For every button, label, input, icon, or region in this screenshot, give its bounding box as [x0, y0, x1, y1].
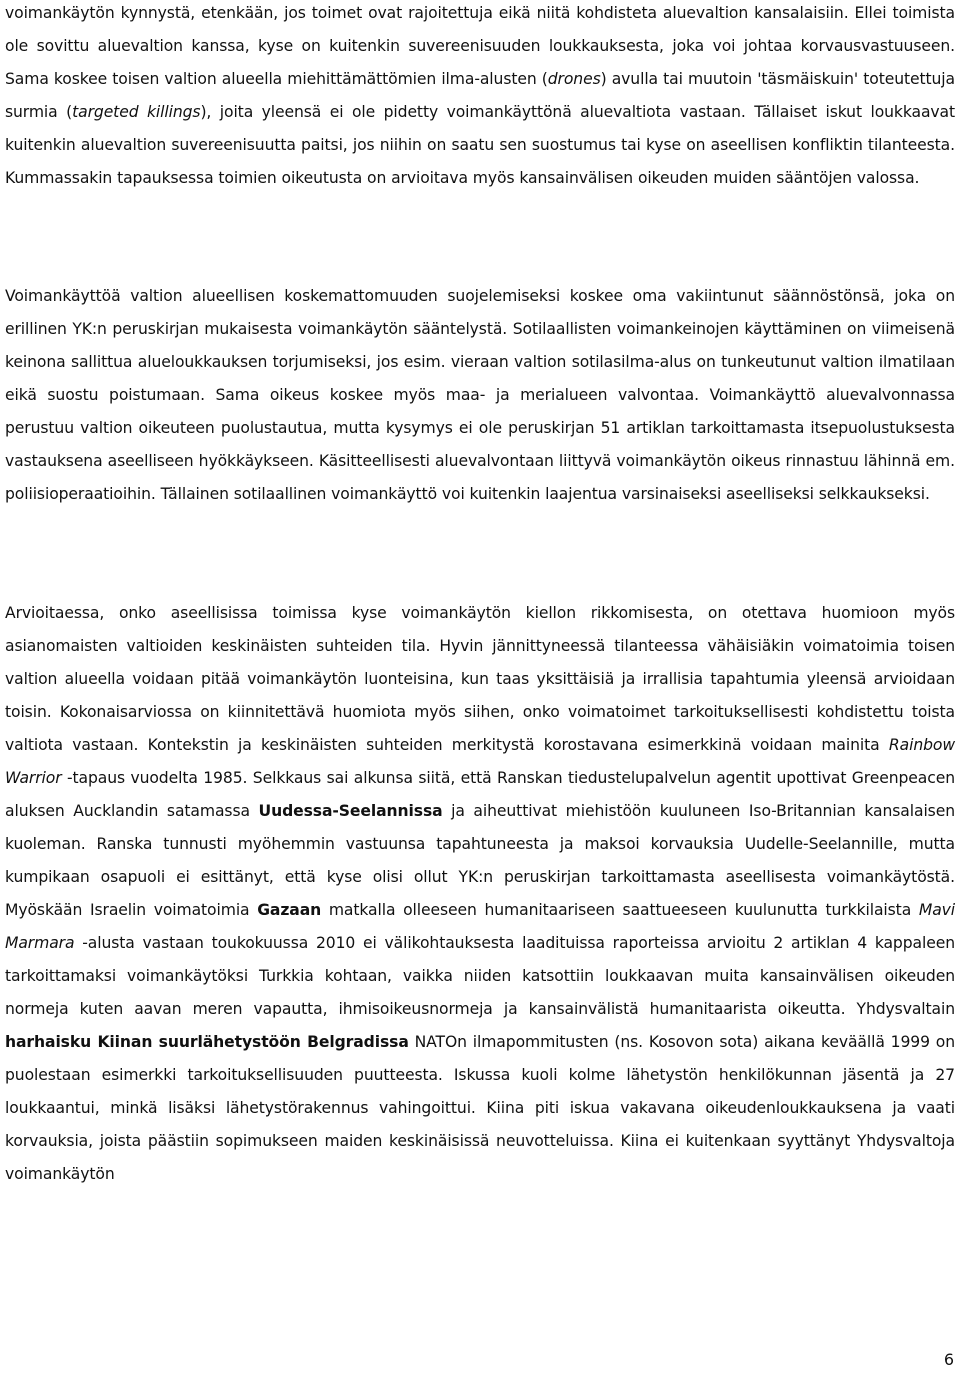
p3-seg-5-bold: Gazaan: [257, 901, 322, 919]
p2-seg-0: Voimankäyttöä valtion alueellisen koskemattomuuden suojelemiseksi koskee oma vakiintunut säännöstönsä, joka on erillinen YK:n peruskirjan mukaisesta voimankäytön sääntelystä. Sotilaallisten voimankeinojen käyttäminen on viimeisenä keinona sallittua alueloukkauksen torjumiseksi, jos esim. vieraan valtion sotilasilma-alus on tunkeutunut valtion ilmatilaan eikä suostu poistumaan. Sama oikeus koskee myös maa- ja merialueen valvontaa. Voimankäyttö aluevalvonnassa perustuu valtion oikeuteen puolustautua, mutta kysymys ei ole peruskirjan 51 artiklan tarkoittamasta itsepuolustuksesta vastauksena aseelliseen hyökkäykseen. Käsitteellisesti aluevalvontaan liittyvä voimankäytön oikeus rinnastuu lähinnä em. poliisioperaatioihin. Tällainen sotilaallinen voimankäyttö voi kuitenkin laajentua varsinaiseksi aseelliseksi selkkaukseksi.: [5, 287, 955, 503]
paragraph-1: [5, 0, 955, 195]
p1-seg-2: ) avulla tai muutoin 'täsmäiskuin' toteutettuja surmia (: [5, 70, 955, 121]
paragraph-2: [5, 280, 955, 511]
p1-seg-0: voimankäytön kynnystä, etenkään, jos toimet ovat rajoitettuja eikä niitä kohdisteta aluevaltion kansalaisiin. Ellei toimista ole sovittu aluevaltion kanssa, kyse on kuitenkin suvereenisuuden loukkauksesta, joka voi johtaa korvausvastuuseen. Sama koskee toisen valtion alueella miehittämättömien ilma-alusten (: [5, 4, 955, 88]
p3-seg-6: matkalla olleeseen humanitaariseen saattueeseen kuulunutta turkkilaista: [321, 901, 919, 919]
p3-seg-9-bold: harhaisku Kiinan suurlähetystöön Belgradissa: [5, 1033, 409, 1051]
p3-seg-2: -tapaus vuodelta 1985. Selkkaus sai alkunsa siitä, että Ranskan tiedustelupalvelun agentit upottivat Greenpeacen aluksen Aucklandin satamassa: [5, 769, 955, 820]
p3-seg-10: NATOn ilmapommitusten (ns. Kosovon sota) aikana keväällä 1999 on puolestaan esimerkki tarkoituksellisuuden puutteesta. Iskussa kuoli kolme lähetystön henkilökunnan jäsentä ja 27 loukkaantui, minkä lisäksi lähetystörakennus vahingoittui. Kiina piti iskua vakavana oikeudenloukkauksena ja vaati korvauksia, joista päästiin sopimukseen maiden keskinäisissä neuvotteluissa. Kiina ei kuitenkaan syyttänyt Yhdysvaltoja voimankäytön: [5, 1033, 955, 1183]
p1-seg-4: ), joita yleensä ei ole pidetty voimankäyttönä aluevaltiota vastaan. Tällaiset iskut loukkaavat kuitenkin aluevaltion suvereenisuutta paitsi, jos niihin on saatu sen suostumus tai kyse on aseellisen konfliktin tilanteesta. Kummassakin tapauksessa toimien oikeutusta on arvioitava myös kansainvälisen oikeuden muiden sääntöjen valossa.: [5, 103, 956, 187]
p3-seg-8: -alusta vastaan toukokuussa 2010 ei välikohtauksesta laadituissa raporteissa arvioitu 2 artiklan 4 kappaleen tarkoittamaksi voimankäytöksi Turkkia kohtaan, vaikka niiden katsottiin loukkaavan muita kansainvälisen oikeuden normeja kuten aavan meren vapautta, ihmisoikeusnormeja ja kansainvälistä humanitaarista oikeutta. Yhdysvaltain: [5, 934, 955, 1018]
p1-seg-1-italic: drones: [547, 70, 601, 88]
p3-seg-1-italic: Rainbow Warrior: [5, 736, 955, 787]
p3-seg-7-italic: Mavi Marmara: [5, 901, 956, 952]
p1-seg-3-italic: targeted killings: [72, 103, 201, 121]
p3-seg-0: Arvioitaessa, onko aseellisissa toimissa kyse voimankäytön kiellon rikkomisesta, on otettava huomioon myös asianomaisten valtioiden keskinäisten suhteiden tila. Hyvin jännittyneessä tilanteessa vähäisiäkin voimatoimia toisen valtion alueella voidaan pitää voimankäytön luonteisina, kun taas yksittäisiä ja irrallisia tapahtumia yleensä arvioidaan toisin. Kokonaisarviossa on kiinnitettävä huomiota myös siihen, onko voimatoimet tarkoituksellisesti kohdistettu toista valtiota vastaan. Kontekstin ja keskinäisten suhteiden merkitystä korostavana esimerkkinä voidaan mainita: [5, 604, 955, 754]
page-number: 6: [943, 1350, 954, 1369]
p3-seg-4: ja aiheuttivat miehistöön kuuluneen Iso-Britannian kansalaisen kuoleman. Ranska tunnusti myöhemmin vastuunsa tapahtuneesta ja maksoi korvauksia Uudelle-Seelannille, mutta kumpikaan osapuoli ei esittänyt, että kyse olisi ollut YK:n peruskirjan tarkoittamasta aseellisesta voimankäytöstä. Myöskään Israelin voimatoimia: [5, 802, 955, 919]
p3-seg-3-bold: Uudessa-Seelannissa: [258, 802, 443, 820]
paragraph-3: [5, 597, 955, 1191]
